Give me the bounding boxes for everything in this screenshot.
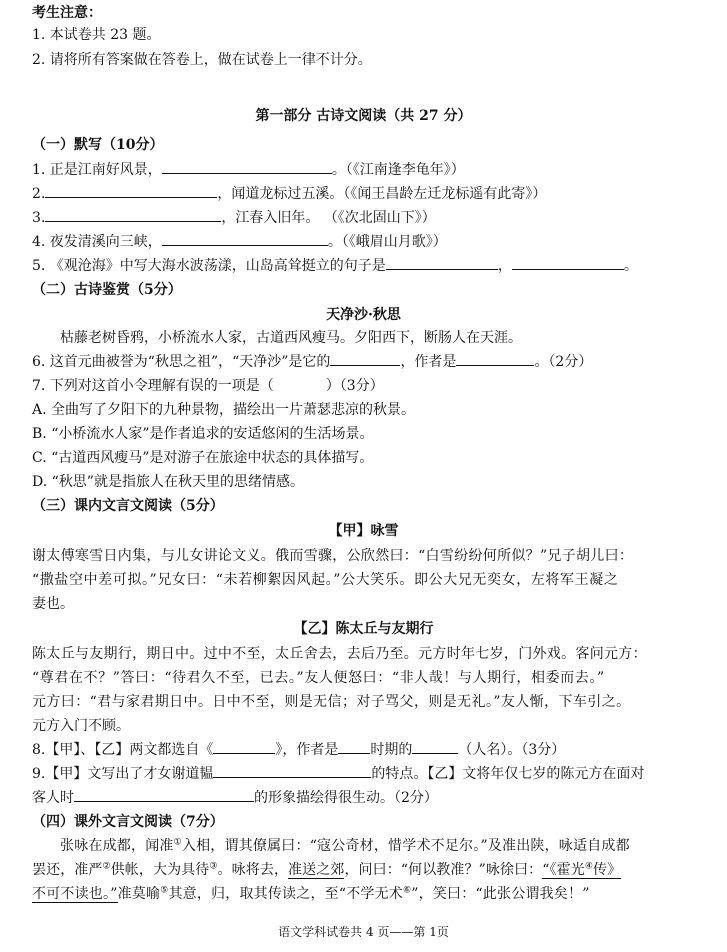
jia-line-3: 妻也。: [32, 596, 74, 612]
q3-number: 3.: [32, 210, 46, 226]
yi-title: 【乙】陈太丘与友期行: [293, 621, 434, 637]
q9-answer-blank-1[interactable]: [213, 764, 371, 778]
question-4: [32, 232, 713, 252]
jia-line-1: 谢太傅寒雪日内集，与儿女讲论文义。俄而雪骤，公欣然曰：“白雪纷纷何所似？”兄子胡儿曰：: [32, 548, 634, 564]
q5-answer-blank-1[interactable]: [386, 256, 498, 270]
question-8: [32, 740, 713, 760]
page-footer: 语文学科试卷共 4 页——第 1页: [278, 925, 449, 939]
notice-item-2: 2. 请将所有答案做在答卷上，做在试卷上一律不计分。: [32, 52, 372, 68]
question-7: [32, 376, 713, 396]
section-3-heading: （三）课内文言文阅读（5分）: [32, 498, 224, 514]
passage-text: 供帐，大为具待: [110, 862, 210, 878]
q2-answer-blank[interactable]: [45, 184, 217, 198]
q3-text: ，江春入旧年。 （《次北固山下》）: [221, 210, 436, 226]
poem-title: 天净沙·秋思: [326, 307, 401, 323]
q5-answer-blank-2[interactable]: [512, 256, 624, 270]
q8-answer-blank-1[interactable]: [213, 740, 275, 754]
passage-text: ”，笑曰：“此张公谓我矣！”: [411, 886, 590, 902]
jia-title: 【甲】咏雪: [328, 523, 399, 539]
q6-text: 6. 这首元曲被誉为“秋思之祖”，“天净沙”是它的: [32, 354, 331, 370]
passage-text: 罢还，准严: [32, 862, 103, 878]
passage-text: 准莫喻: [117, 886, 161, 902]
q1-text: 1. 正是江南好风景，: [32, 162, 162, 178]
q8-author-label: 》，作者是: [275, 742, 339, 758]
q8-points: （人名）。（3分）: [458, 742, 566, 758]
section-1-heading: （一）默写（10分）: [32, 137, 164, 153]
underlined-text-part: 传》: [593, 862, 622, 878]
q8-period-label: 时期的: [370, 742, 413, 758]
q7-text: 7. 下列对这首小令理解有误的一项是（: [32, 378, 274, 394]
q7-option-d: D. “秋思”就是指旅人在秋天里的思绪情感。: [32, 474, 304, 490]
q8-text: 8.【甲】、【乙】两文都选自《: [32, 742, 214, 758]
notice-title: 考生注意：: [32, 5, 102, 21]
q1-source: 。（《江南逢李龟年》）: [331, 162, 465, 178]
q6-author-label: ，作者是: [400, 354, 457, 370]
q6-answer-blank-2[interactable]: [456, 352, 534, 366]
passage-line-3: [32, 884, 713, 904]
footnote-marker-3: ③: [209, 861, 218, 872]
question-9-line-1: [32, 764, 713, 784]
notice-item-1: 1. 本试卷共 23 题。: [32, 27, 161, 43]
q7-points: ）（3分）: [325, 378, 384, 394]
passage-line-1: [60, 836, 713, 856]
yi-line-3: 元方曰：“君与家君期日中。日中不至，则是无信；对子骂父，则是无礼。”友人惭，下车引之。: [32, 694, 631, 710]
passage-line-2: [32, 860, 713, 880]
q9-text: 9.【甲】文写出了才女谢道韫: [32, 766, 214, 782]
q4-source: 。（《峨眉山月歌》）: [327, 234, 447, 250]
yi-line-4: 元方入门不顾。: [32, 718, 130, 734]
footnote-marker-1: ①: [173, 837, 182, 848]
passage-text: 。咏将去，: [217, 862, 289, 878]
underlined-text: [542, 862, 621, 879]
underlined-text: 不可不读也。”: [32, 886, 118, 902]
q7-option-b: B. “小桥流水人家”是作者追求的安适悠闲的生活场景。: [32, 426, 374, 442]
q7-option-a: A. 全曲写了夕阳下的九种景物，描绘出一片萧瑟悲凉的秋景。: [32, 402, 416, 418]
footnote-marker-2: ②: [102, 861, 111, 872]
q2-text: ，闻道龙标过五溪。（《闻王昌龄左迁龙标遥有此寄》）: [217, 186, 547, 202]
underlined-text: 准送之郊: [288, 862, 345, 878]
footnote-marker-4: ④: [584, 861, 594, 872]
yi-line-1: 陈太丘与友期行，期日中。过中不至，太丘舍去，去后乃至。元方时年七岁，门外戏。客问元方：: [32, 646, 647, 662]
q9-points: 的形象描绘得很生动。（2分）: [254, 790, 438, 806]
q9-text-3: 客人时: [32, 790, 74, 806]
q7-option-c: C. “古道西风瘦马”是对游子在旅途中状态的具体描写。: [32, 450, 374, 466]
section-2-heading: （二）古诗鉴赏（5分）: [32, 282, 182, 298]
passage-text: ，问曰：“何以教准？”咏徐曰：: [344, 862, 543, 878]
q2-number: 2.: [32, 186, 46, 202]
q9-text-2: 的特点。【乙】文将年仅七岁的陈元方在面对: [371, 766, 645, 782]
q1-answer-blank[interactable]: [162, 160, 332, 174]
q9-answer-blank-2[interactable]: [74, 788, 254, 802]
q8-answer-blank-2[interactable]: [338, 740, 370, 754]
underlined-text-part: “《霍光: [542, 862, 585, 878]
section-4-heading: （四）课外文言文阅读（7分）: [32, 814, 224, 830]
question-5: [32, 256, 713, 276]
q5-comma: ，: [497, 258, 512, 274]
q3-answer-blank[interactable]: [45, 208, 221, 222]
question-3: [32, 208, 713, 228]
passage-text: 入相，谓其僚属曰：“寇公奇材，惜学术不足尔。”及准出陕，咏适自成都: [181, 838, 630, 854]
q4-answer-blank[interactable]: [162, 232, 328, 246]
passage-text: 张咏在成都，闻准: [60, 838, 174, 854]
q6-answer-blank-1[interactable]: [330, 352, 400, 366]
yi-line-2: “尊君在不？”答曰：“待君久不至，已去。”友人便怒曰：“非人哉！与人期行，相委而去。”: [32, 670, 605, 686]
jia-line-2: “撒盐空中差可拟。”兄女曰：“未若柳絮因风起。”公大笑乐。即公大兄无奕女，左将军王凝之: [32, 572, 619, 588]
q5-text: 5. 《观沧海》中写大海水波荡漾，山岛高耸挺立的句子是: [32, 258, 386, 274]
q6-points: 。（2分）: [534, 354, 593, 370]
question-6: [32, 352, 713, 372]
footnote-marker-6: ⑥: [403, 885, 412, 896]
passage-text: 其意，归，取其传读之，至“不学无术: [168, 886, 404, 902]
question-1: [32, 160, 713, 180]
q4-text: 4. 夜发清溪向三峡，: [32, 234, 162, 250]
q8-answer-blank-3[interactable]: [412, 740, 458, 754]
footnote-marker-5: ⑤: [160, 885, 169, 896]
question-9-line-2: [32, 788, 713, 808]
q5-period: 。: [623, 258, 638, 274]
question-2: [32, 184, 713, 204]
poem-text: 枯藤老树昏鸦，小桥流水人家，古道西风瘦马。夕阳西下，断肠人在天涯。: [60, 330, 522, 346]
part-title: 第一部分 古诗文阅读（共 27 分）: [255, 108, 472, 124]
